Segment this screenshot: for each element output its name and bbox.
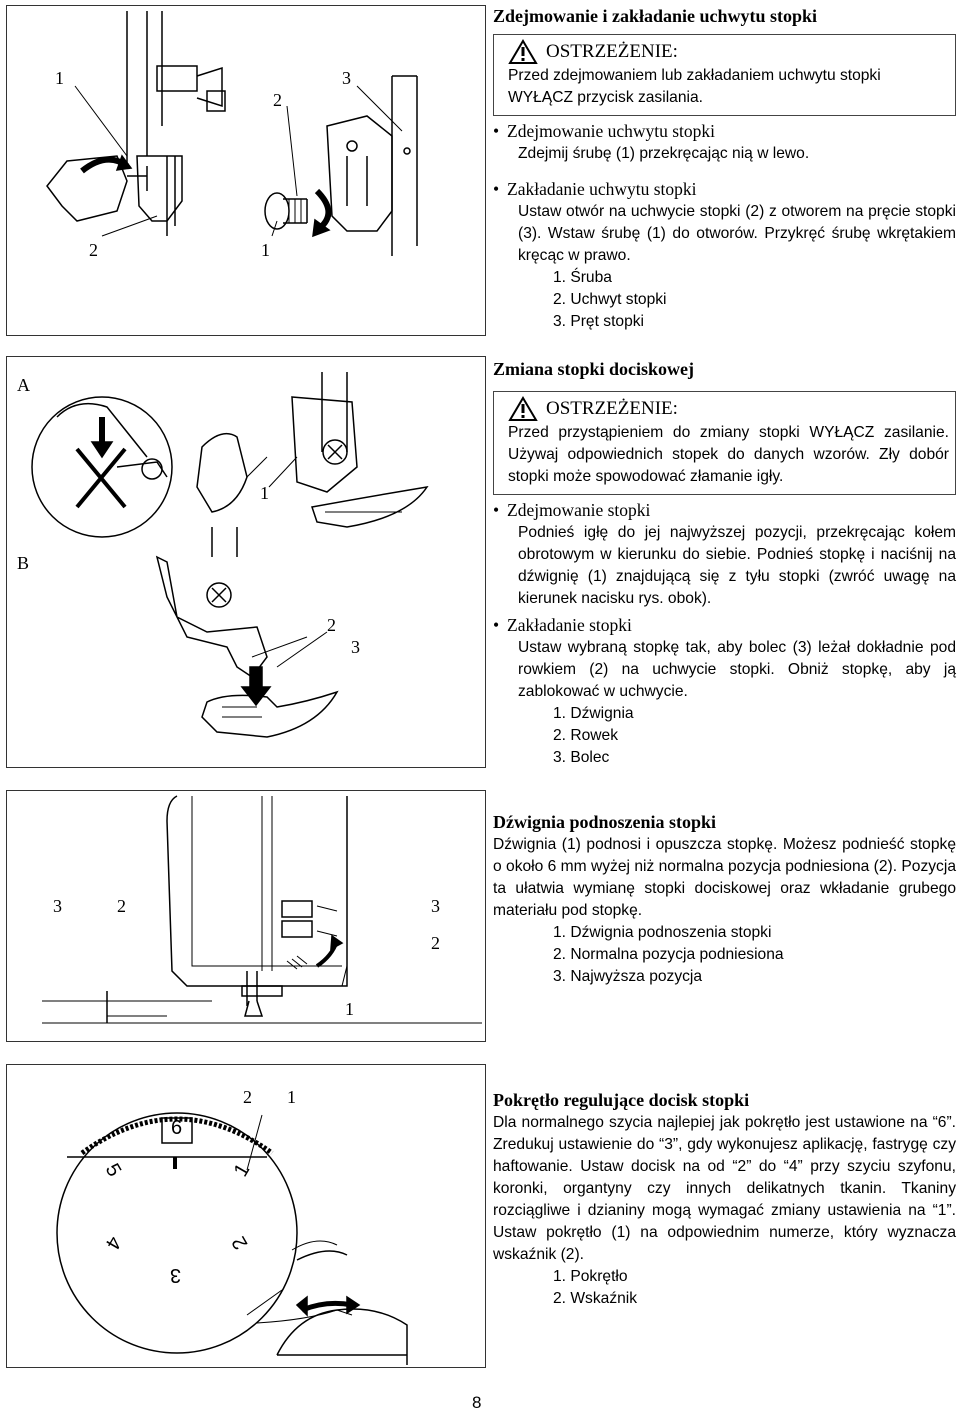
warning-header: [508, 396, 949, 422]
list-item: 3. Pręt stopki: [553, 313, 645, 330]
warning-title: OSTRZEŻENIE:: [546, 398, 678, 419]
bullet-heading: • Zdejmowanie uchwytu stopki: [493, 119, 956, 143]
dial-number-4: 4: [100, 1232, 126, 1254]
bullet-heading: • Zdejmowanie stopki: [493, 498, 956, 522]
section-foot-change: [493, 357, 956, 769]
callout-2: 2: [89, 240, 98, 260]
dial-number-3: 3: [170, 1264, 182, 1286]
warning-triangle-icon: [508, 396, 538, 422]
inset-label-a: A: [17, 375, 30, 395]
list-item: 3. Bolec: [553, 749, 610, 766]
pressure-dial-illustration: [7, 1065, 487, 1369]
callout-1: 1: [55, 68, 64, 88]
warning-title: OSTRZEŻENIE:: [546, 41, 678, 62]
bullet-text: Ustaw wybraną stopkę tak, aby bolec (3) leżał dokładnie pod rowkiem (2) na uchwycie stopki. Obniż stopkę, aby ją zablokować w uchwycie.: [518, 639, 956, 700]
list-item: 1. Dźwignia: [553, 705, 634, 722]
warning-box: [493, 391, 956, 495]
presser-foot-holder-illustration: [7, 6, 487, 337]
list-item: 3. Najwyższa pozycja: [553, 968, 703, 985]
callout-2: 2: [273, 90, 282, 110]
warning-header: [508, 39, 949, 65]
callout-3: 3: [342, 68, 351, 88]
dial-number-1: 1: [229, 1159, 255, 1181]
warning-text: Przed zdejmowaniem lub zakładaniem uchwytu stopki WYŁĄCZ przycisk zasilania.: [508, 67, 881, 106]
section-lifter: [493, 810, 956, 988]
presser-foot-lifter-illustration: [7, 791, 487, 1043]
section-holder: [493, 4, 956, 333]
bullet-heading: • Zakładanie stopki: [493, 613, 956, 637]
section-title: Zdejmowanie i zakładanie uchwytu stopki: [493, 6, 818, 26]
warning-box: [493, 34, 956, 116]
callout-1: 1: [260, 483, 269, 503]
callout-3: 3: [53, 896, 62, 916]
callout-2: 2: [327, 615, 336, 635]
bullet-text: Zdejmij śrubę (1) przekręcając nią w lewo.: [518, 145, 810, 162]
callout-1: 1: [345, 999, 354, 1019]
callout-1: 1: [261, 240, 270, 260]
dial-number-5: 5: [100, 1159, 126, 1181]
list-item: 1. Pokrętło: [553, 1268, 628, 1285]
callout-2: 2: [243, 1087, 252, 1107]
list-item: 2. Uchwyt stopki: [553, 291, 667, 308]
bullet-text: Podnieś igłę do jej najwyższej pozycji, przekręcając kołem obrotowym w kierunku do siebie. Podnieś stopkę i naciśnij na dźwignię (1) znajdującą się z tyłu stopki (zwróć uwagę na kierunek nacisku rys. obok).: [518, 524, 956, 607]
section-text: Dla normalnego szycia najlepiej jak pokrętło jest ustawione na “6”. Zredukuj ustawienie do “3”, gdy wykonujesz aplikację, fastrygę czy haftowanie. Ustaw docisk na od “2” do “4” przy szyciu szyfonu, koronki, organtyny czy innych delikatnych tkanin. Tkaniny rozciągliwe i dzianiny mogą wymagać zmiany ustawienia na “1”. Ustaw pokrętło (1) na odpowiednim numerze, który wyznacza wskaźnik (2).: [493, 1114, 956, 1263]
figure-panel-holder: [6, 5, 486, 336]
figure-panel-foot: [6, 356, 486, 768]
section-dial: [493, 1088, 956, 1310]
bullet-heading: • Zakładanie uchwytu stopki: [493, 177, 956, 201]
callout-3: 3: [431, 896, 440, 916]
list-item: 2. Normalna pozycja podniesiona: [553, 946, 784, 963]
dial-number-6: 6: [171, 1117, 183, 1139]
figure-panel-dial: [6, 1064, 486, 1368]
callout-2: 2: [117, 896, 126, 916]
callout-2: 2: [431, 933, 440, 953]
callout-1: 1: [287, 1087, 296, 1107]
section-title: Zmiana stopki dociskowej: [493, 359, 695, 379]
warning-text: Przed przystąpieniem do zmiany stopki WYŁĄCZ zasilanie. Używaj odpowiednich stopek do danych wzorów. Zły dobór stopki może spowodować złamanie igły.: [508, 424, 949, 485]
dial-number-2: 2: [227, 1232, 253, 1254]
bullet-text: Ustaw otwór na uchwycie stopki (2) z otworem na pręcie stopki (3). Wstaw śrubę (1) do otworów. Przykręć śrubę wkrętakiem kręcąc w prawo.: [518, 203, 956, 264]
inset-label-b: B: [17, 553, 30, 573]
page-number: 8: [472, 1393, 482, 1412]
section-title: Dźwignia podnoszenia stopki: [493, 812, 717, 832]
warning-triangle-icon: [508, 39, 538, 65]
list-item: 1. Dźwignia podnoszenia stopki: [553, 924, 772, 941]
list-item: 2. Wskaźnik: [553, 1290, 638, 1307]
section-text: Dźwignia (1) podnosi i opuszcza stopkę. Możesz podnieść stopkę o około 6 mm wyżej niż normalna pozycja podniesiona (2). Pozycja ta ułatwia wymianę stopki dociskowej oraz wkładanie grubego materiału pod stopkę.: [493, 836, 956, 919]
presser-foot-change-illustration: [7, 357, 487, 769]
section-title: Pokrętło regulujące docisk stopki: [493, 1090, 750, 1110]
list-item: 1. Śruba: [553, 269, 612, 286]
figure-panel-lifter: [6, 790, 486, 1042]
list-item: 2. Rowek: [553, 727, 619, 744]
callout-3: 3: [351, 637, 360, 657]
